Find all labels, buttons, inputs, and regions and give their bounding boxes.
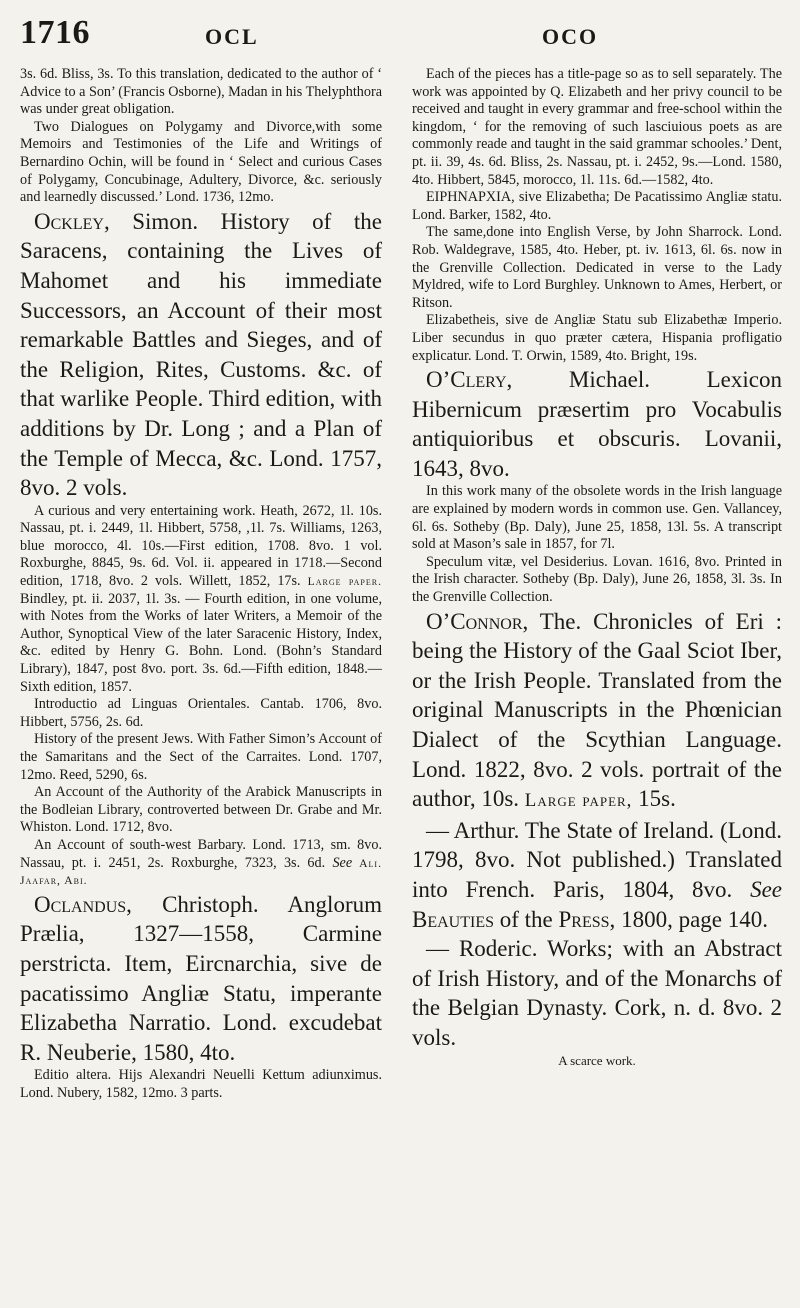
headword: O’Connor,	[426, 608, 529, 634]
entry-oconnor-arthur: — Arthur. The State of Ireland. (Lond. 1798, 8vo. Not published.) Translated into French. Paris, 1804, 8vo. See Beauties of the Press, 1800, page 140.	[412, 817, 783, 932]
entry-title: Simon. History of the Saracens, containing the Lives of Mahomet and his immediate Successors, an Account of their most remarkable Battles and Sieges, and of the Religion, Rites, Customs. &c. of that warlike People. Third edition, with additions by Dr. Long ; and a Plan of the Temple of Mecca, &c. Lond. 1757, 8vo. 2 vols.	[20, 208, 382, 501]
entry-note: EIPHNAPXIA, sive Elizabetha; De Pacatissimo Angliæ statu. Lond. Barker, 1582, 4to.	[412, 189, 782, 223]
running-head-left: OCL	[205, 24, 259, 49]
entry-note: Editio altera. Hijs Alexandri Neuelli Kettum adiunximus. Lond. Nubery, 1582, 12mo. 3 parts.	[20, 1067, 382, 1101]
entry-ockley	[20, 207, 382, 503]
see-label: See	[332, 854, 353, 871]
see-label: See	[750, 876, 783, 902]
entry-note: Two Dialogues on Polygamy and Divorce,with some Memoirs and Testimonies of the Life and Writings of Bernardino Ochin, will be found in ‘ Select and curious Cases of Polygamy, Concubinage, Adultery, Divorce, &c. seriously and learnedly discussed.’ Lond. 1736, 12mo.	[20, 118, 382, 206]
large-paper-label: Large paper.	[307, 575, 382, 589]
page-number: 1716	[20, 14, 90, 51]
headword: Oclandus,	[34, 891, 132, 917]
entry-note: An Account of south-west Barbary. Lond. 1713, sm. 8vo. Nassau, pt. i. 2451, 2s. Roxburghe, 7323, 3s. 6d. See Ali. Jaafar, Abi.	[20, 836, 382, 888]
entry-note: In this work many of the obsolete words in the Irish language are explained by modern words in common use. Gen. Vallancey, 6l. 6s. Sotheby (Bp. Daly), June 25, 1858, 13l. 5s. A transcript sold at Mason’s sale in 1857, for 7l.	[412, 483, 782, 553]
entry-note: A scarce work.	[558, 1052, 636, 1068]
entry-title: Christoph. Anglorum Prælia, 1327—1558, Carmine perstricta. Item, Eircnarchia, sive de pacatissimo Angliæ Statu, imperante Elizabetha Narratio. Lond. excudebat R. Neuberie, 1580, 4to.	[20, 891, 382, 1065]
entry-note: An Account of the Authority of the Arabick Manuscripts in the Bodleian Library, controverted between Dr. Grabe and Mr. Whiston. Lond. 1712, 8vo.	[20, 784, 382, 836]
headword: O’Clery,	[426, 367, 513, 393]
entry-note: History of the present Jews. With Father Simon’s Account of the Samaritans and the Sect of the Carraites. Lond. 1707, 12mo. Reed, 5290, 6s.	[20, 731, 382, 783]
cross-reference: Ali. Jaafar, Abi.	[20, 856, 382, 888]
cross-reference: Beauties	[412, 906, 494, 932]
entry-oconnor: O’Connor, The. Chronicles of Eri : being the History of the Gaal Sciot Iber, or the Irish People. Translated from the original Manuscripts in the Phœnician Dialect of the Scythian Language. Lond. 1822, 8vo. 2 vols. portrait of the author, 10s. Large paper, 15s.	[412, 608, 782, 812]
entry-note: A curious and very entertaining work. Heath, 2672, 1l. 10s. Nassau, pt. i. 2449, 1l. Hibbert, 5758, ,1l. 7s. Williams, 1263, blue morocco, 4l. 10s.—First edition, 1708. 8vo. 1 vol. Roxburghe, 8845, 9s. 6d. Vol. ii. appeared in 1718.—Second edition, 1718, 8vo. 2 vols. Willett, 1852, 17s. Large paper. Bindley, pt. ii. 2037, 1l. 3s. — Fourth edition, in one volume, with Notes from the Works of later Writers, a Memoir of the Author, Synoptical View of the later Saracenic History, Index, &c. edited by Henry G. Bohn. Lond. (Bohn’s Standard Library), 1847, post 8vo. port. 3s. 6d.—Fifth edition, 1848.—Sixth edition, 1857.	[20, 502, 382, 695]
entry-note: Introductio ad Linguas Orientales. Cantab. 1706, 8vo. Hibbert, 5756, 2s. 6d.	[20, 696, 382, 730]
large-paper-label: Large paper,	[524, 790, 633, 812]
entry-oconnor-roderic: — Roderic. Works; with an Abstract of Irish History, and of the Monarchs of the Belgian Dynasty. Cork, n. d. 8vo. 2 vols.	[412, 936, 782, 1050]
entry-title: Michael. Lexicon Hibernicum præsertim pro Vocabulis antiquioribus et obscuris. Lovanii, 1643, 8vo.	[412, 367, 782, 481]
entry-note: The same,done into English Verse, by John Sharrock. Lond. Rob. Waldegrave, 1585, 4to. Heber, pt. iv. 1613, 6l. 6s. now in the Grenville Collection. Dedicated in verse to the Lady Myldred, wife to Lord Burghley. Unknown to Ames, Herbert, or Ritson.	[412, 224, 782, 311]
headword: Ockley,	[34, 208, 110, 234]
entry-continuation: 3s. 6d. Bliss, 3s. To this translation, dedicated to the author of ‘ Advice to a Son’ (Francis Osborne), Madan in his Thelyphthora was under great obligation.	[20, 66, 382, 118]
cross-reference: Press,	[558, 906, 616, 932]
entry-oclandus	[20, 890, 382, 1068]
right-column	[412, 66, 782, 1069]
running-head-right: OCO	[542, 24, 599, 49]
left-column	[20, 66, 382, 1103]
entry-note: Each of the pieces has a title-page so as to sell separately. The work was appointed by Q. Elizabeth and her privy council to be received and taught in every grammar and free-school within the kingdom, ‘ for the removing of such lasciuious poets as are commonly reade and taught in the said grammar schooles.’ Dent, pt. ii. 39, 4s. 6d. Bliss, 2s. Nassau, pt. i. 2452, 9s.—Lond. 1580, 4to. Hibbert, 5845, morocco, 1l. 11s. 6d.—1582, 4to.	[412, 66, 782, 188]
entry-note: Speculum vitæ, vel Desiderius. Lovan. 1616, 8vo. Printed in the Irish character. Sotheby (Bp. Daly), June 26, 1858, 3l. 3s. In the Grenville Collection.	[412, 553, 782, 606]
entry-oclery	[412, 365, 782, 483]
page-header	[20, 14, 778, 62]
entry-note: Elizabetheis, sive de Angliæ Statu sub Elizabethæ Imperio. Liber secundus in quo præter cætera, Hispania profligatio explicatur. Lond. T. Orwin, 1589, 4to. Bright, 19s.	[412, 312, 782, 364]
